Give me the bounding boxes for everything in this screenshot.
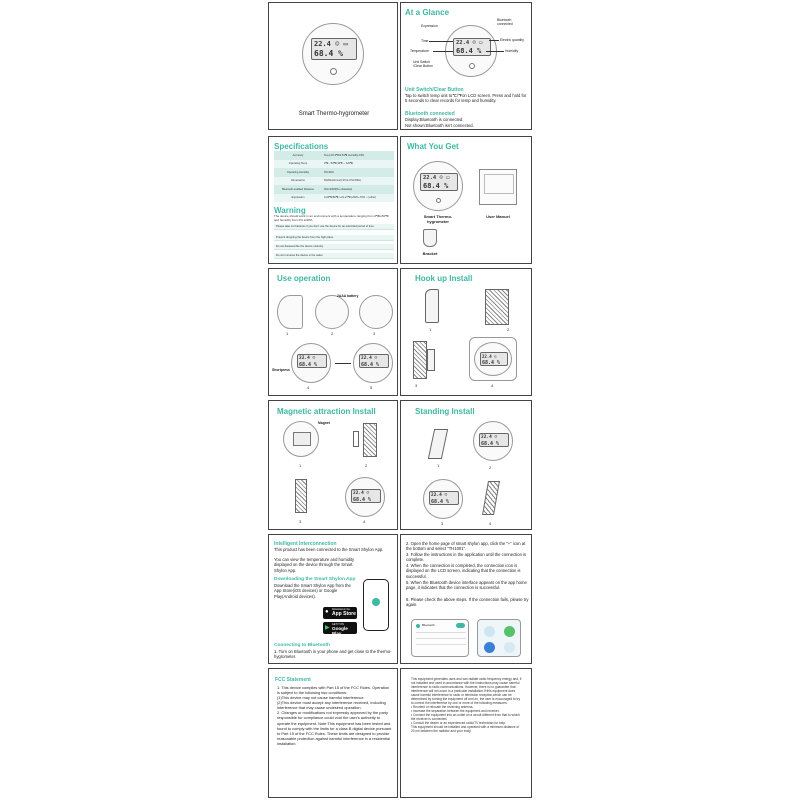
connecting-text: 1. Turn on Bluetooth in your phone and get close to the thermo-hygrometer. [274,649,392,660]
google-play-badge[interactable] [323,622,357,634]
interconnection-panel [268,534,398,664]
step-5-text: 5. When the Bluetooth device interface appears on the app home page, it indicates that the connection is successful. [406,580,527,591]
use-operation-panel: Use operation 1 2AAA battery 2 3 22.4 ☺ 68.4 % Shortpress 4 22.4 ☺ 68.4 % 5 [268,268,398,396]
specs-table [274,151,394,202]
step-number: 3 [415,383,418,388]
bluetooth-line1: Display:Bluetooth is connected. [405,117,464,122]
apple-icon: ● [325,609,329,615]
hookup-install-panel: Hook up Install 1 2 3 22.4 ☺ 68.4 % 4 [400,268,532,396]
step-number: 4 [491,383,494,388]
wyg-device-illustration: 22.4 ☺ ▭ 68.4 % [413,161,463,211]
label-expression: Expression [421,24,438,28]
step-number: 1 [429,327,432,332]
step-number: 1 [286,331,289,336]
app-home-screenshot [477,619,521,657]
standing-install-panel: Standing Install 1 22.4 ☺ 68.4 % 2 22.4 ☺ 68.4 % 3 4 [400,400,532,530]
step-number: 3 [441,521,444,526]
step-6-text: 6. Please check the above steps. If the connection fails, please try again. [406,597,529,608]
wyg-item-manual-label: User Manuel [486,214,510,219]
intel-title: Intelligent Interconnection [274,541,337,547]
table-row: Dimensions 60x60x21mm(2.37x2.37x0.83in) [274,177,394,186]
device-tile-icon [484,626,495,637]
bluetooth-status-icon [416,624,420,628]
connected-icon [504,626,515,637]
wyg-item-bracket-label: Bracket [422,251,438,256]
cover-panel [268,2,398,130]
step-number: 2 [489,465,492,470]
bluetooth-icon [484,642,495,653]
label-electric: Electric quantity [500,38,524,42]
wall-illustration [363,423,377,457]
fcc-title: FCC Statement [275,677,311,683]
phone-illustration [363,579,389,631]
bracket-illustration [425,289,439,323]
glance-title: At a Glance [405,8,450,17]
at-a-glance-panel [400,2,532,130]
warning-text: The device should work in an environment with a temperature ranging from 0℃to50℃ and humidity from 0% to99%. [274,214,389,222]
bluetooth-line2: Not shown:Bluetooth isn't connected. [405,123,474,128]
table-row: Operating Temp 0℃ - 50℃(32℉ ~ 122℉) [274,160,394,169]
bluetooth-settings-screenshot [411,619,469,657]
hookup-title: Hook up Install [415,274,473,283]
play-icon: ▶ [325,625,330,631]
device-illustration [302,23,364,85]
step-2-text: 2. Open the home page of smart shylon app, click the "+" icon at the bottom and select "TH1001". [406,541,526,552]
appstore-small-text: Download on the [332,608,350,611]
connection-steps-panel [400,534,532,664]
wall-illustration [295,479,307,513]
step-number: 1 [437,463,440,468]
step-number: 2 [507,327,510,332]
label-unit-switch: Unit Switch /Clear Button [413,60,433,68]
arrow-icon [335,363,351,364]
table-row: Operating Humidity 0%-99% [274,168,394,177]
unit-switch-text: Tap to switch temp unit to℃/℉on LCD screen. Press and hold for 5 seconds to clear records for temp and humidity. [405,93,527,104]
bracket-illustration [428,429,448,459]
shortpress-label: Shortpress [272,368,290,372]
bracket-illustration [427,349,435,371]
label-temperature: Temperature [410,49,430,53]
bluetooth-heading: Bluetooth connected [405,111,455,117]
step-number: 4 [489,521,492,526]
warning-item: Do not disassemble the device violently. [274,244,394,250]
connecting-heading: Connecting to Bluetooth [274,643,330,648]
appstore-text: App Store [332,611,356,617]
wall-illustration [485,289,509,325]
warning-item: Please take out batteries if you don't use the device for an extended period of time. [274,224,394,230]
clear-button-icon [469,63,475,69]
bluetooth-label: Bluetooth [422,623,435,627]
wyg-item-device-label: Smart Thermo-hygrometer [423,214,453,224]
bracket-illustration [423,229,437,247]
bluetooth-toggle[interactable] [456,623,465,628]
lcd-screen: 22.4 ☺ ▭ 68.4 % [311,38,357,60]
step-number: 3 [299,519,302,524]
add-icon [504,642,515,653]
intel-text2: You can view the temperature and humidity displayed on the device through the Smart Shylon App. [274,557,355,573]
fcc-statement-panel [268,668,398,798]
table-row: Accuracy Temp:±0.3℃/0.54℉ Humidity:±3% [274,151,394,160]
step-number: 4 [307,385,310,390]
magnet-illustration [353,431,359,447]
gplay-text: Google Play [332,626,348,636]
wyg-title: What You Get [407,142,459,151]
unit-switch-heading: Unit Switch/Clear Button [405,87,464,93]
magnet-label: Magnet [318,421,330,425]
download-text: Download the Smart Shylon App from the App Store(iOS devices) or Google Play(Android devices). [274,583,351,599]
fcc-text-continued: This equipment generates uses and can radiate radio frequency energy and, if not installed and used in accordance with the instructions,may cause harmful interference to radio communications. However, there is no guarantee that interference will not occur in a particular installation.If this equipment does cause harmful interference to radio or television reception,which can be determined by turning the equipment off and on, the user is encouraged to try to correct the interference by one or more of the following measures: • Reorient or relocate the receiving antenna. • Increase the separation between the equipment and receiver. • Connect the equipment into an outlet on a circuit different from that to which the receiver is connected. • Consult the dealer or an experienced radio/TV technician for help. This equipment should be installed and operated with a minimum distance of 20 cm between the radiator and your body. [411,677,522,733]
step-number: 2 [365,463,368,468]
step-number: 5 [370,385,373,390]
fcc-continued-panel [400,668,532,798]
step-number: 4 [363,519,366,524]
intel-text1: This product has been connected to the Smart Shylon App. [274,547,384,552]
label-humidity: Humidity [505,49,519,53]
useop-title: Use operation [277,274,331,283]
wall-illustration [482,481,500,515]
wall-illustration [413,341,427,379]
clear-button-icon [330,68,337,75]
table-row: Bluetooth-enabled Distance 30m/100ft(No obstacles) [274,185,394,194]
what-you-get-panel [400,136,532,264]
step-number: 2 [331,331,334,336]
specs-title: Specifications [274,142,329,151]
standing-title: Standing Install [415,407,475,416]
fcc-text: 1. This device complies with Part 15 of the FCC Rules. Operation is subject to the following two conditions: (1)This device may not cause harmful interference. (2)This device must accept any interference received, including interference that may cause undesired operation. 2. Changes or modifications not expressly approved by the party responsible for compliance could void the user's authority to operate the equipment. Note:This equipment has been tested and found to comply with the limits for a class B digital device,pursuant to Part 15 of the FCC Rules. These limits are designed to provide reasonable protection against harmful interference in a residential installation. [277,685,392,746]
app-store-badge[interactable] [323,607,357,619]
magnetic-title: Magnetic attraction Install [277,407,376,416]
warning-item: Prevent dropping the device from the high place. [274,235,394,241]
step-number: 3 [373,331,376,336]
cover-title: Smart Thermo-hygrometer [298,111,370,117]
warning-item: Do not immerse the device in the water. [274,253,394,259]
table-row: Expression 0-20℃/68℉<+21-27℃(+50%~70% ☺)other) [274,194,394,203]
label-bluetooth: Bluetooth connected [497,18,513,26]
glance-device-illustration: 22.4 ☺ ▭ 68.4 % [445,25,497,77]
warning-title: Warning [274,206,306,215]
magnetic-install-panel: Magnetic attraction Install Magnet 1 2 3 22.4 ☺ 68.4 % 4 [268,400,398,530]
specifications-panel [268,136,398,264]
step-number: 1 [299,463,302,468]
manual-illustration [479,169,517,205]
step-4-text: 4. When the connection is completed, the connection icon is displayed on the LCD screen, indicating that the connection is successful. [406,563,521,579]
battery-label: 2AAA battery [337,294,359,298]
gplay-small-text: GET IT ON [332,623,344,626]
step-3-text: 3. Follow the instructions in the application until the connection is complete. [406,552,527,563]
download-heading: Downloading the Smart Shylon App [274,577,356,582]
label-time: Time [421,39,429,43]
